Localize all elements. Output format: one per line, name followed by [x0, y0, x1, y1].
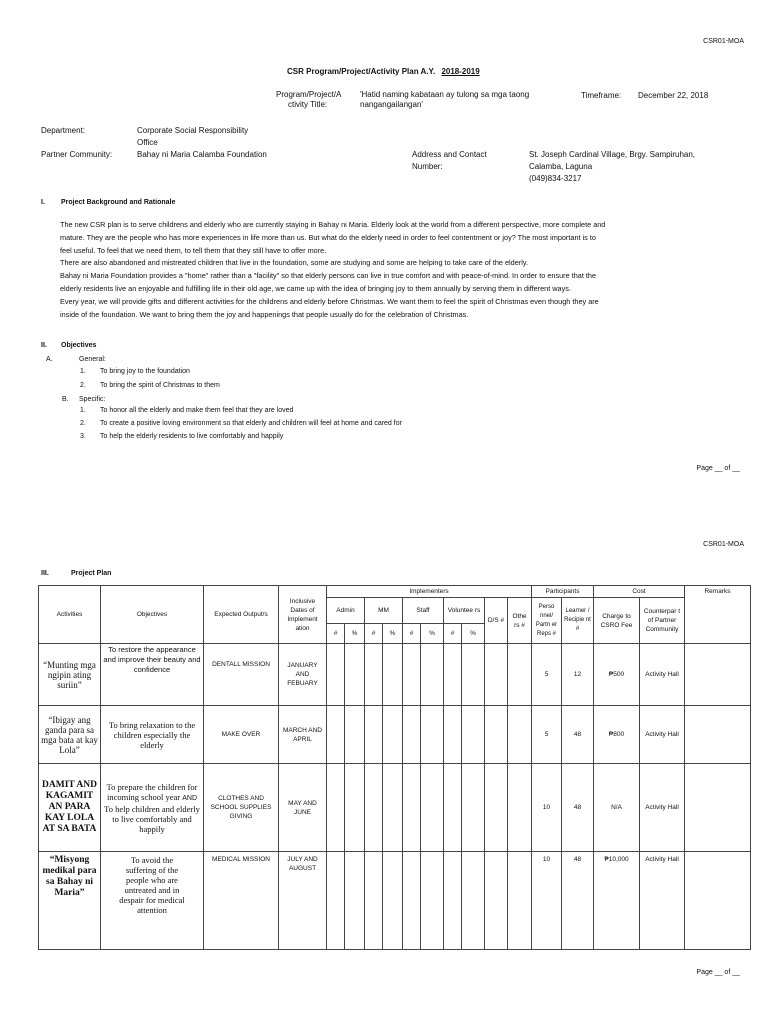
charge-cell: ₱800 — [594, 706, 640, 764]
empty-cell — [485, 852, 508, 950]
remarks-cell — [685, 706, 751, 764]
remarks-cell — [685, 644, 751, 706]
empty-cell — [345, 764, 365, 852]
dates-cell: MARCH AND APRIL — [279, 706, 327, 764]
general-label: General: — [79, 356, 106, 363]
specific-letter: B. — [62, 396, 69, 403]
output-cell: DENTALL MISSION — [204, 644, 279, 706]
department-value-line1: Corporate Social Responsibility — [137, 126, 249, 135]
program-label-line1: Program/Project/A — [276, 90, 342, 99]
empty-cell — [403, 706, 421, 764]
partner-value: Bahay ni Maria Calamba Foundation — [137, 150, 267, 159]
empty-cell — [444, 644, 462, 706]
rationale-line: feel useful. To feel that we need them, to tell them that they still have to offer more. — [60, 245, 327, 255]
header-pct: % — [421, 624, 444, 644]
empty-cell — [508, 706, 532, 764]
rationale-line: elderly residents live an enjoyable and fulfilling life in their old age, we came up with the idea of bringing joy to them annually by serving them in different ways. — [60, 283, 571, 293]
specific-item: To create a positive loving environment so that elderly and children will feel at home and cared for — [100, 420, 402, 427]
specific-item-number: 1. — [80, 407, 86, 414]
personnel-cell: 10 — [532, 764, 562, 852]
activity-cell: “Ibigay ang ganda para sa mga bata at kay Lola” — [39, 706, 101, 764]
table-header-row — [39, 586, 751, 598]
specific-label: Specific: — [79, 396, 106, 403]
empty-cell — [365, 706, 383, 764]
header-hash: # — [403, 624, 421, 644]
objective-cell: To restore the appearance and improve their beauty and confidence — [101, 644, 204, 706]
empty-cell — [421, 852, 444, 950]
objective-conjunction: AND — [182, 794, 198, 802]
address-label — [412, 149, 487, 173]
contact-number: (049)834-3217 — [529, 174, 582, 183]
charge-cell: ₱500 — [594, 644, 640, 706]
empty-cell — [508, 764, 532, 852]
program-label — [276, 90, 341, 110]
counterpart-cell: Activity Hall — [640, 644, 685, 706]
empty-cell — [462, 764, 485, 852]
header-hash: # — [327, 624, 345, 644]
personnel-cell: 10 — [532, 852, 562, 950]
header-pct: % — [383, 624, 403, 644]
empty-cell — [421, 706, 444, 764]
rationale-line: inside of the foundation. We want to bring them the joy and happenings that people usually do for the celebration of Christmas. — [60, 309, 469, 319]
header-objectives: Objectives — [101, 586, 204, 644]
learner-cell: 48 — [562, 706, 594, 764]
empty-cell — [403, 644, 421, 706]
header-personnel: Perso nnel/ Partn er Reps # — [532, 598, 562, 644]
header-participants: Participants — [532, 586, 594, 598]
header-ds: D/S # — [485, 598, 508, 644]
header-staff: Staff — [403, 598, 444, 624]
objective-cell — [101, 764, 204, 852]
empty-cell — [485, 706, 508, 764]
title-year: 2018-2019 — [441, 67, 480, 76]
empty-cell — [345, 644, 365, 706]
personnel-cell: 5 — [532, 644, 562, 706]
empty-cell — [383, 706, 403, 764]
dates-cell: JULY AND AUGUST — [279, 852, 327, 950]
table-row — [39, 706, 751, 764]
header-dates: Inclusive Dates of Implement ation — [279, 586, 327, 644]
counterpart-cell: Activity Hall — [640, 852, 685, 950]
empty-cell — [508, 644, 532, 706]
general-item: To bring joy to the foundation — [100, 368, 190, 375]
timeframe-value: December 22, 2018 — [638, 91, 709, 100]
empty-cell — [345, 852, 365, 950]
program-title-line2: nangangailangan' — [360, 100, 423, 109]
learner-cell: 12 — [562, 644, 594, 706]
objective-part: To prepare the children for incoming school year — [106, 781, 198, 802]
empty-cell — [327, 706, 345, 764]
empty-cell — [462, 706, 485, 764]
address-label-line2: Number: — [412, 162, 443, 171]
empty-cell — [365, 644, 383, 706]
empty-cell — [444, 764, 462, 852]
empty-cell — [485, 644, 508, 706]
header-hash: # — [444, 624, 462, 644]
table-row — [39, 764, 751, 852]
specific-item: To honor all the elderly and make them feel that they are loved — [100, 407, 294, 414]
page-number-footer: Page __ of __ — [696, 969, 740, 976]
form-code: CSR01-MOA — [703, 541, 744, 548]
empty-cell — [444, 852, 462, 950]
dates-cell: JANUARY AND FEBUARY — [279, 644, 327, 706]
empty-cell — [327, 764, 345, 852]
header-pct: % — [462, 624, 485, 644]
remarks-cell — [685, 852, 751, 950]
charge-cell: N/A — [594, 764, 640, 852]
empty-cell — [508, 852, 532, 950]
rationale-line: Every year, we will provide gifts and different activities for the childrens and elderly before Christmas. We want them to feel the spirit of Christmas even though they are — [60, 296, 599, 306]
empty-cell — [345, 706, 365, 764]
objective-cell: To avoid the suffering of the people who are untreated and in despair for medical attention — [101, 852, 204, 950]
section3-heading: Project Plan — [71, 570, 112, 577]
general-item-number: 2. — [80, 382, 86, 389]
section2-number: II. — [41, 342, 47, 349]
table-row — [39, 644, 751, 706]
header-implementers: Implementers — [327, 586, 532, 598]
empty-cell — [444, 706, 462, 764]
header-remarks: Remarks — [685, 586, 751, 644]
empty-cell — [383, 644, 403, 706]
department-label: Department: — [41, 126, 86, 135]
header-admin: Admin — [327, 598, 365, 624]
personnel-cell: 5 — [532, 706, 562, 764]
rationale-line: mature. They are the people who has more experiences in life more than us. But what do the elderly need in order to feel contentment or joy? The most important is to — [60, 232, 596, 242]
header-outputs: Expected Output/s — [204, 586, 279, 644]
department-value-line2: Office — [137, 138, 158, 147]
timeframe-label: Timeframe: — [581, 91, 622, 100]
empty-cell — [462, 852, 485, 950]
address-label-line1: Address and Contact — [412, 150, 487, 159]
header-cost: Cost — [594, 586, 685, 598]
header-others: Othe rs # — [508, 598, 532, 644]
empty-cell — [421, 644, 444, 706]
specific-item-number: 3. — [80, 433, 86, 440]
header-pct: % — [345, 624, 365, 644]
specific-item-number: 2. — [80, 420, 86, 427]
activity-cell: DAMIT AND KAGAMIT AN PARA KAY LOLA AT SA BATA — [39, 764, 101, 852]
section1-number: I. — [41, 199, 45, 206]
header-mm: MM — [365, 598, 403, 624]
general-item-number: 1. — [80, 368, 86, 375]
empty-cell — [485, 764, 508, 852]
header-activities: Activities — [39, 586, 101, 644]
learner-cell: 48 — [562, 852, 594, 950]
counterpart-cell: Activity Hall — [640, 706, 685, 764]
empty-cell — [421, 764, 444, 852]
objective-cell: To bring relaxation to the children especially the elderly — [101, 706, 204, 764]
activity-cell: “Munting mga ngipin ating suriin” — [39, 644, 101, 706]
objective-part: To help children and elderly to live comfortably and happily — [104, 803, 200, 834]
form-code: CSR01-MOA — [703, 38, 744, 45]
activity-cell: “Misyong medikal para sa Bahay ni Maria” — [39, 852, 101, 950]
header-counterpart: Counterpar t of Partner Community — [640, 598, 685, 644]
header-learner: Learner / Recipie nt # — [562, 598, 594, 644]
address-value — [529, 149, 695, 185]
section3-number: III. — [41, 570, 49, 577]
empty-cell — [403, 852, 421, 950]
page-number-footer: Page __ of __ — [696, 465, 740, 472]
header-volunteers: Voluntee rs — [444, 598, 485, 624]
page-title — [287, 66, 480, 78]
program-title — [360, 90, 529, 110]
empty-cell — [327, 852, 345, 950]
charge-cell: ₱10,000 — [594, 852, 640, 950]
empty-cell — [327, 644, 345, 706]
output-cell: MEDICAL MISSION — [204, 852, 279, 950]
address-value-line1: St. Joseph Cardinal Village, Brgy. Sampiruhan, — [529, 150, 696, 159]
program-title-line1: 'Hatid naming kabataan ay tulong sa mga taong — [360, 90, 530, 99]
specific-item: To help the elderly residents to live comfortably and happily — [100, 433, 284, 440]
empty-cell — [383, 764, 403, 852]
project-plan-table — [38, 585, 751, 950]
output-cell: MAKE OVER — [204, 706, 279, 764]
empty-cell — [462, 644, 485, 706]
section1-heading: Project Background and Rationale — [61, 199, 176, 206]
program-label-line2: ctivity Title: — [288, 100, 328, 109]
empty-cell — [365, 852, 383, 950]
empty-cell — [403, 764, 421, 852]
title-prefix: CSR Program/Project/Activity Plan A.Y. — [287, 67, 436, 76]
remarks-cell — [685, 764, 751, 852]
output-cell: CLOTHES AND SCHOOL SUPPLIES GIVING — [204, 764, 279, 852]
general-item: To bring the spirit of Christmas to them — [100, 382, 220, 389]
rationale-line: There are also abandoned and mistreated children that live in the foundation, some are studying and some are helping to take care of the elderly. — [60, 258, 528, 268]
rationale-text — [60, 219, 740, 321]
section2-heading: Objectives — [61, 342, 97, 349]
empty-cell — [383, 852, 403, 950]
learner-cell: 48 — [562, 764, 594, 852]
dates-cell: MAY AND JUNE — [279, 764, 327, 852]
header-hash: # — [365, 624, 383, 644]
general-letter: A. — [46, 356, 53, 363]
counterpart-cell: Activity Hall — [640, 764, 685, 852]
address-value-line2: Calamba, Laguna — [529, 162, 593, 171]
rationale-line: The new CSR plan is to serve childrens and elderly who are currently staying in Bahay ni Maria. Elderly look at the world from a different perspective, more complete and — [60, 220, 606, 229]
table-row — [39, 852, 751, 950]
header-charge: Charge to CSRO Fee — [594, 598, 640, 644]
empty-cell — [365, 764, 383, 852]
rationale-line: Bahay ni Maria Foundation provides a "home" rather than a "facility" so that elderly persons can live in true comfort and with peace-of-mind. In order to ensure that the — [60, 271, 597, 281]
partner-label: Partner Community: — [41, 150, 113, 159]
department-value — [137, 125, 248, 149]
